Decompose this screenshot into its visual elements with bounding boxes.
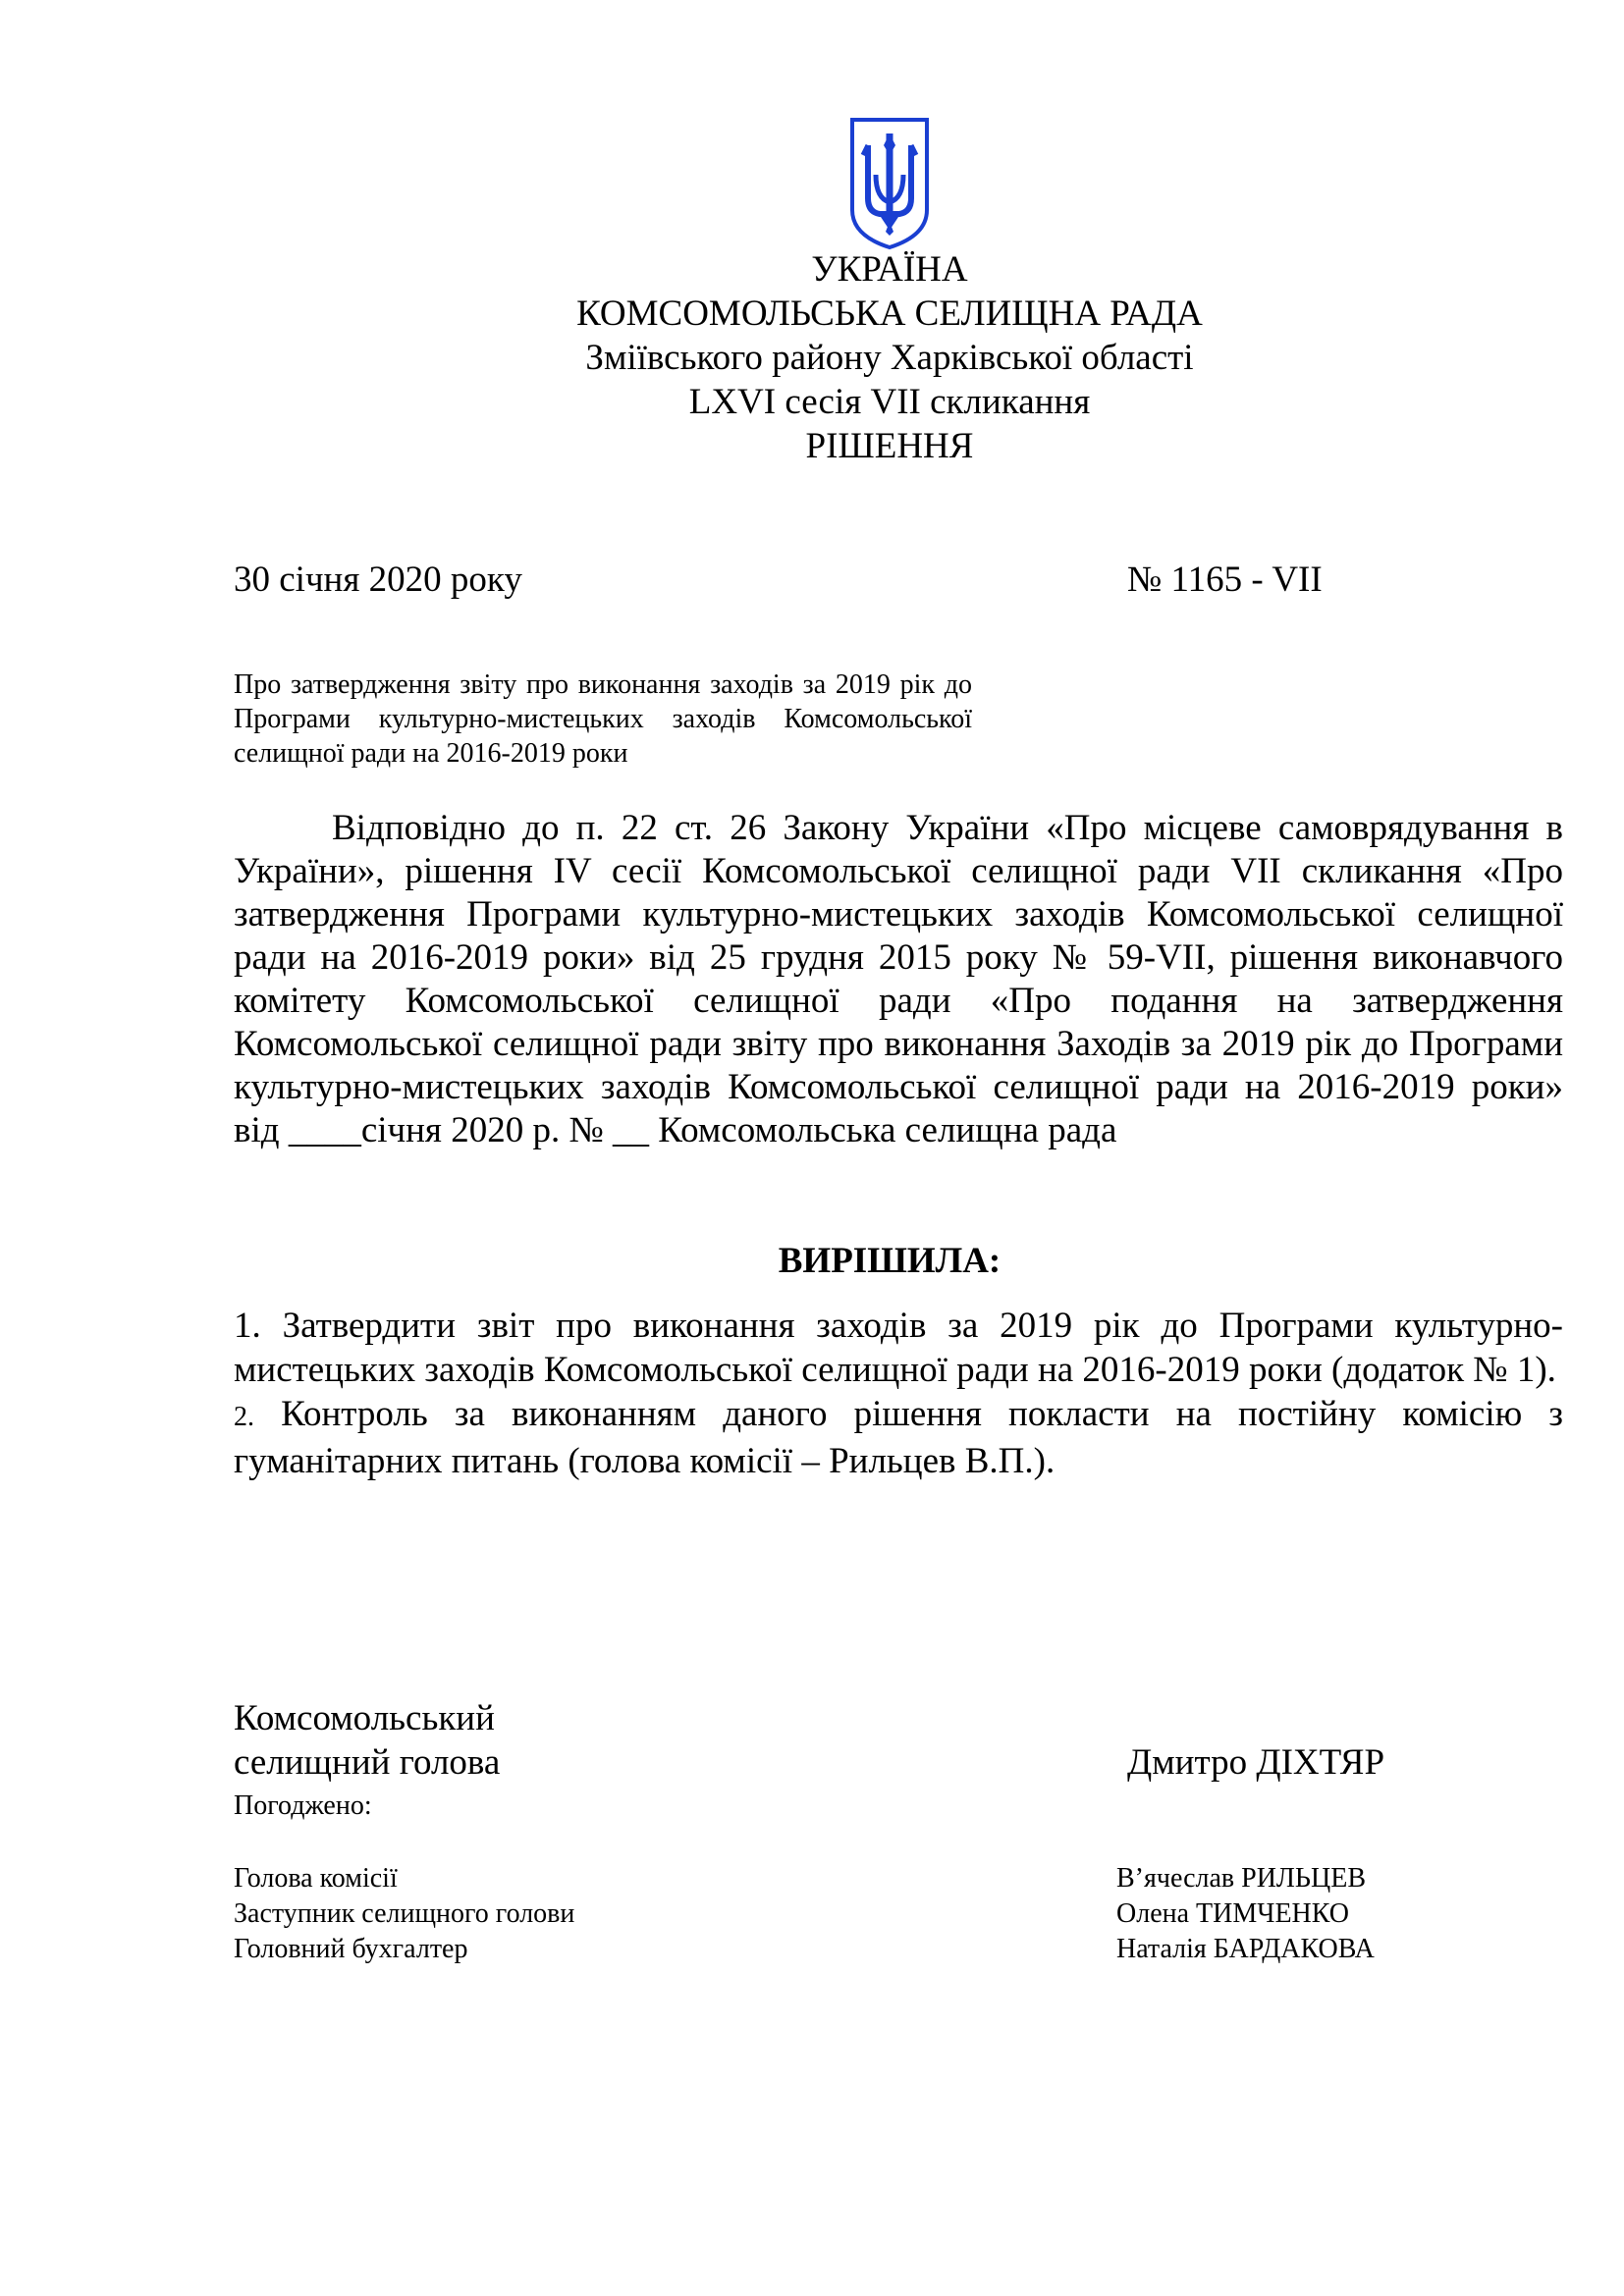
approval-row bbox=[234, 1861, 1432, 1896]
item-text: Контроль за виконанням даного рішення покласти на постійну комісію з гуманітарних питань (голова комісії – Рильцев В.П.). bbox=[234, 1394, 1563, 1481]
approval-name: Наталія БАРДАКОВА bbox=[1116, 1934, 1375, 1964]
approval-row bbox=[234, 1932, 1432, 1967]
session-info: LXVI сесія VII скликання bbox=[688, 382, 1091, 422]
approval-role: Головний бухгалтер bbox=[234, 1934, 468, 1964]
decision-item-2 bbox=[234, 1392, 1563, 1483]
country-name: УКРАЇНА bbox=[811, 249, 968, 290]
decision-number: № 1165 - VII bbox=[1127, 560, 1323, 600]
preamble-paragraph: Відповідно до п. 22 ст. 26 Закону України «Про місцеве самоврядування в України», рішення IV сесії Комсомольської селищної ради VII скликання «Про затвердження Програми культурно-мистецьких заходів Комсомольської селищної ради на 2016-2019 роки» від 25 грудня 2015 року № 59-VII, рішення виконавчого комітету Комсомольської селищної ради «Про подання на затвердження Комсомольської селищної ради звіту про виконання Заходів за 2019 рік до Програми культурно-мистецьких заходів Комсомольської селищної ради на 2016-2019 роки» від ____січня 2020 р. № __ Комсомольська селищна рада bbox=[234, 808, 1563, 1150]
district-name: Зміївського району Харківської області bbox=[585, 338, 1194, 378]
tryzub-coat-of-arms-icon bbox=[846, 116, 933, 251]
approval-name: Олена ТИМЧЕНКО bbox=[1116, 1898, 1349, 1929]
decision-items bbox=[234, 1304, 1563, 1483]
signatory-title bbox=[234, 1696, 500, 1785]
item-number: 2. bbox=[234, 1402, 254, 1432]
approval-row bbox=[234, 1896, 1432, 1932]
decision-date: 30 січня 2020 року bbox=[234, 560, 522, 600]
approvals-list bbox=[234, 1861, 1432, 1967]
signatory-title-line-1: Комсомольський bbox=[234, 1698, 495, 1738]
signatory-title-line-2: селищний голова bbox=[234, 1742, 501, 1783]
item-text: Затвердити звіт про виконання заходів за 2019 рік до Програми культурно-мистецьких заходів Комсомольської селищної ради на 2016-2019 роки (додаток № 1). bbox=[234, 1306, 1563, 1390]
document-header bbox=[0, 247, 1624, 468]
item-number: 1. bbox=[234, 1306, 261, 1346]
approval-role: Голова комісії bbox=[234, 1863, 398, 1894]
council-name: КОМСОМОЛЬСЬКА СЕЛИЩНА РАДА bbox=[576, 294, 1203, 334]
resolved-heading: ВИРІШИЛА: bbox=[778, 1241, 1001, 1281]
approval-role: Заступник селищного голови bbox=[234, 1898, 575, 1929]
signatory-name: Дмитро ДІХТЯР bbox=[1127, 1742, 1385, 1783]
approval-name: В’ячеслав РИЛЬЦЕВ bbox=[1116, 1863, 1366, 1894]
decision-item-1 bbox=[234, 1304, 1563, 1392]
agreed-label: Погоджено: bbox=[234, 1790, 372, 1821]
document-type: РІШЕННЯ bbox=[805, 426, 974, 466]
decision-subject: Про затвердження звіту про виконання заходів за 2019 рік до Програми культурно-мистецьких заходів Комсомольської селищної ради на 2016-2019 роки bbox=[234, 669, 972, 769]
